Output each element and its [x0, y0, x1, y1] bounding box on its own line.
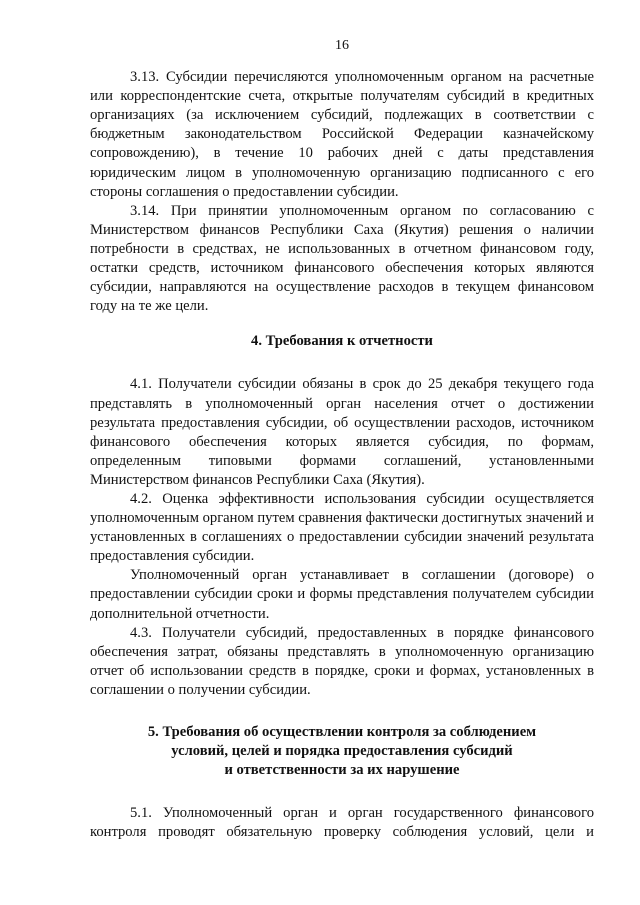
page-number: 16: [335, 38, 349, 53]
paragraph-4-1: 4.1. Получатели субсидии обязаны в срок до 25 декабря текущего года представлять в уполномоченный орган населения отчет о достижении результата предоставления субсидии, об осуществлении расходов, источником финансового обеспечения которых является субсидия, по формам, определенным типовыми формами соглашений, установленными Министерством финансов Республики Саха (Якутия).: [90, 376, 594, 488]
paragraph-4-2-continued: Уполномоченный орган устанавливает в соглашении (договоре) о предоставлении субсидии сроки и формы представления получателем субсидии дополнительной отчетности.: [90, 567, 594, 622]
section-4-heading: 4. Требования к отчетности: [251, 333, 433, 350]
section-5-heading-line: 5. Требования об осуществлении контроля за соблюдением: [147, 724, 537, 740]
paragraph-3-13: 3.13. Субсидии перечисляются уполномоченным органом на расчетные или корреспондентские счета, открытые получателям субсидий в кредитных организациях (за исключением субсидий, подлежащих в соответствии с бюджетным законодательством Российской Федерации казначейскому сопровождению), в течение 10 рабочих дней с даты представления юридическим лицом в уполномоченную организацию подписанного с его стороны соглашения о предоставлении субсидии.: [90, 69, 594, 200]
section-5-heading-line: условий, целей и порядка предоставления субсидий: [171, 743, 513, 760]
paragraph-5-1: 5.1. Уполномоченный орган и орган государственного финансового контроля проводят обязательную проверку соблюдения условий, цели и: [90, 805, 594, 841]
section-5-heading: [90, 723, 594, 780]
paragraph-4-2: 4.2. Оценка эффективности использования субсидии осуществляется уполномоченным органом путем сравнения фактически достигнутых значений и установленных в соглашениях о предоставлении субсидии значений результата предоставления субсидии.: [90, 490, 594, 565]
paragraph-4-3: 4.3. Получатели субсидий, предоставленных в порядке финансового обеспечения затрат, обязаны представлять в уполномоченную организацию отчет об использовании средств в порядке, сроки и формах, установленных в соглашении о получении субсидии.: [90, 624, 594, 698]
paragraph-3-14: 3.14. При принятии уполномоченным органом по согласованию с Министерством финансов Республики Саха (Якутия) решения о наличии потребности в средствах, не использованных в отчетном финансовом году, остатки средств, источником финансового обеспечения которых являются субсидии, направляются на осуществление расходов в текущем финансовом году на те же цели.: [90, 202, 594, 315]
section-5-heading-line: и ответственности за их нарушение: [224, 762, 460, 779]
